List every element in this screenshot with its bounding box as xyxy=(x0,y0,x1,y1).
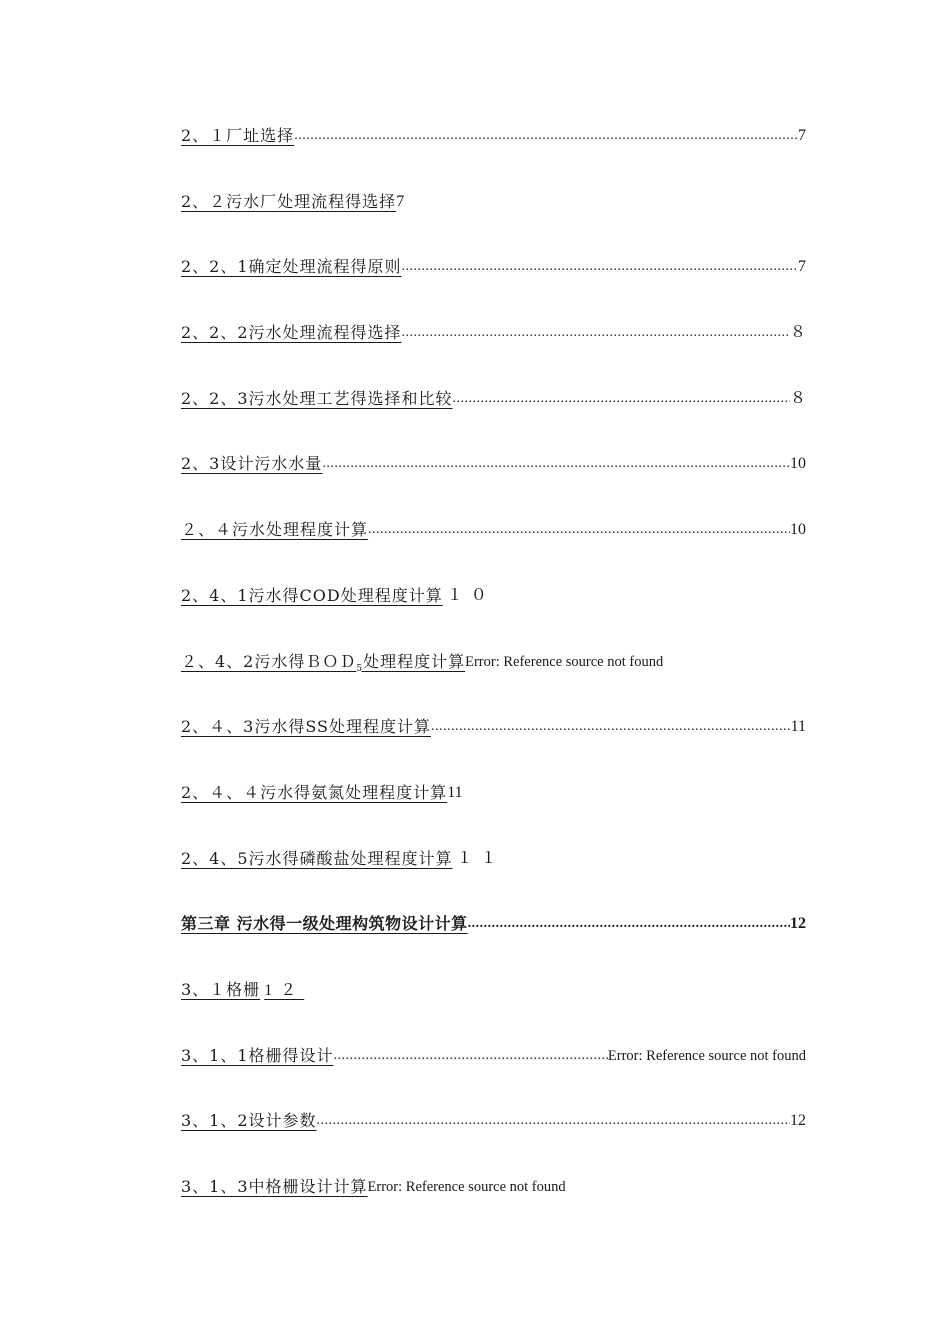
toc-entry-2-4-5[interactable] xyxy=(181,841,806,907)
toc-entry-title[interactable]: 3、1、2设计参数 xyxy=(181,1111,317,1131)
toc-entry-page: 10 xyxy=(790,455,806,473)
toc-entry-2-4-2[interactable] xyxy=(181,644,806,710)
toc-entry-page-error: Error: Reference source not found xyxy=(607,1047,806,1064)
toc-entry-3-1-1[interactable] xyxy=(181,1038,806,1104)
toc-entry-2-1[interactable] xyxy=(181,118,806,184)
toc-dot-leader xyxy=(402,315,790,351)
toc-dot-leader xyxy=(322,446,790,482)
toc-chapter-title[interactable]: 第三章 污水得一级处理构筑物设计计算 xyxy=(181,914,468,934)
toc-entry-2-4-1[interactable] xyxy=(181,578,806,644)
toc-entry-page-error: Error: Reference source not found xyxy=(367,1179,566,1195)
toc-entry-chapter-3[interactable] xyxy=(181,906,806,972)
toc-entry-title[interactable] xyxy=(181,972,304,1009)
toc-entry-title[interactable] xyxy=(181,644,465,687)
toc-entry-title[interactable]: 2、２污水厂处理流程得选择 xyxy=(181,191,397,211)
toc-entry-title[interactable]: 2、４、3污水得SS处理程度计算 xyxy=(181,717,432,737)
toc-entry-title[interactable]: 2、3设计污水水量 xyxy=(181,454,323,474)
toc-dot-leader xyxy=(402,249,798,285)
toc-entry-3-1-3[interactable] xyxy=(181,1169,806,1235)
toc-dot-leader xyxy=(453,381,790,417)
toc-dot-leader xyxy=(431,709,791,745)
toc-entry-title[interactable]: 2、2、1确定处理流程得原则 xyxy=(181,257,402,277)
table-of-contents xyxy=(181,118,806,1235)
toc-entry-page: 7 xyxy=(798,258,806,276)
toc-entry-page: 12 xyxy=(790,1112,806,1130)
toc-entry-title[interactable]: ２、４污水处理程度计算 xyxy=(181,520,369,540)
toc-entry-title[interactable]: 2、4、1污水得COD处理程度计算 xyxy=(181,585,443,605)
toc-entry-title-suffix: 处理程度计算 xyxy=(363,651,466,671)
toc-entry-page-error: Error: Reference source not found xyxy=(465,653,664,670)
toc-entry-title[interactable]: 2、4、5污水得磷酸盐处理程度计算 xyxy=(181,848,453,868)
toc-entry-2-4-4[interactable] xyxy=(181,775,806,841)
toc-entry-title[interactable]: 2、１厂址选择 xyxy=(181,126,295,145)
toc-entry-title-subscript: 5 xyxy=(356,663,364,674)
toc-entry-2-4[interactable] xyxy=(181,512,806,578)
toc-dot-leader xyxy=(468,906,790,942)
toc-dot-leader xyxy=(368,512,790,548)
toc-entry-2-4-3[interactable] xyxy=(181,709,806,775)
toc-entry-2-2-3[interactable] xyxy=(181,381,806,447)
toc-entry-title[interactable]: 3、1、3中格栅设计计算 xyxy=(181,1177,368,1196)
toc-entry-page: ８ xyxy=(789,324,806,342)
toc-entry-title-prefix: ２、4、2污水得ＢＯＤ xyxy=(181,651,357,671)
toc-dot-leader xyxy=(317,1103,790,1139)
toc-entry-2-2-1[interactable] xyxy=(181,249,806,315)
toc-entry-page: 11 xyxy=(790,718,806,736)
toc-entry-title[interactable]: 3、1、1格栅得设计 xyxy=(181,1045,334,1065)
toc-entry-title[interactable]: 2、2、2污水处理流程得选择 xyxy=(181,323,402,343)
toc-entry-3-1[interactable] xyxy=(181,972,806,1038)
toc-dot-leader xyxy=(334,1038,608,1074)
toc-entry-page: 12 xyxy=(790,915,806,933)
toc-entry-page: 7 xyxy=(798,127,806,144)
toc-entry-2-2[interactable] xyxy=(181,184,806,250)
toc-entry-page: ８ xyxy=(789,389,806,407)
toc-entry-3-1-2[interactable] xyxy=(181,1103,806,1169)
toc-entry-2-2-2[interactable] xyxy=(181,315,806,381)
toc-entry-page: 10 xyxy=(790,521,806,539)
toc-entry-page: 1２ xyxy=(264,981,305,999)
toc-entry-title-text: 3、１格栅 xyxy=(181,979,261,999)
toc-entry-title[interactable]: 2、４、４污水得氨氮处理程度计算 xyxy=(181,782,448,802)
toc-dot-leader xyxy=(294,118,798,154)
toc-entry-2-3[interactable] xyxy=(181,446,806,512)
toc-entry-page: 7 xyxy=(396,192,405,210)
toc-entry-page: １０ xyxy=(446,586,495,604)
toc-entry-page: １１ xyxy=(456,849,505,867)
toc-entry-title[interactable]: 2、2、3污水处理工艺得选择和比较 xyxy=(181,388,453,408)
toc-entry-page: 11 xyxy=(447,783,463,801)
